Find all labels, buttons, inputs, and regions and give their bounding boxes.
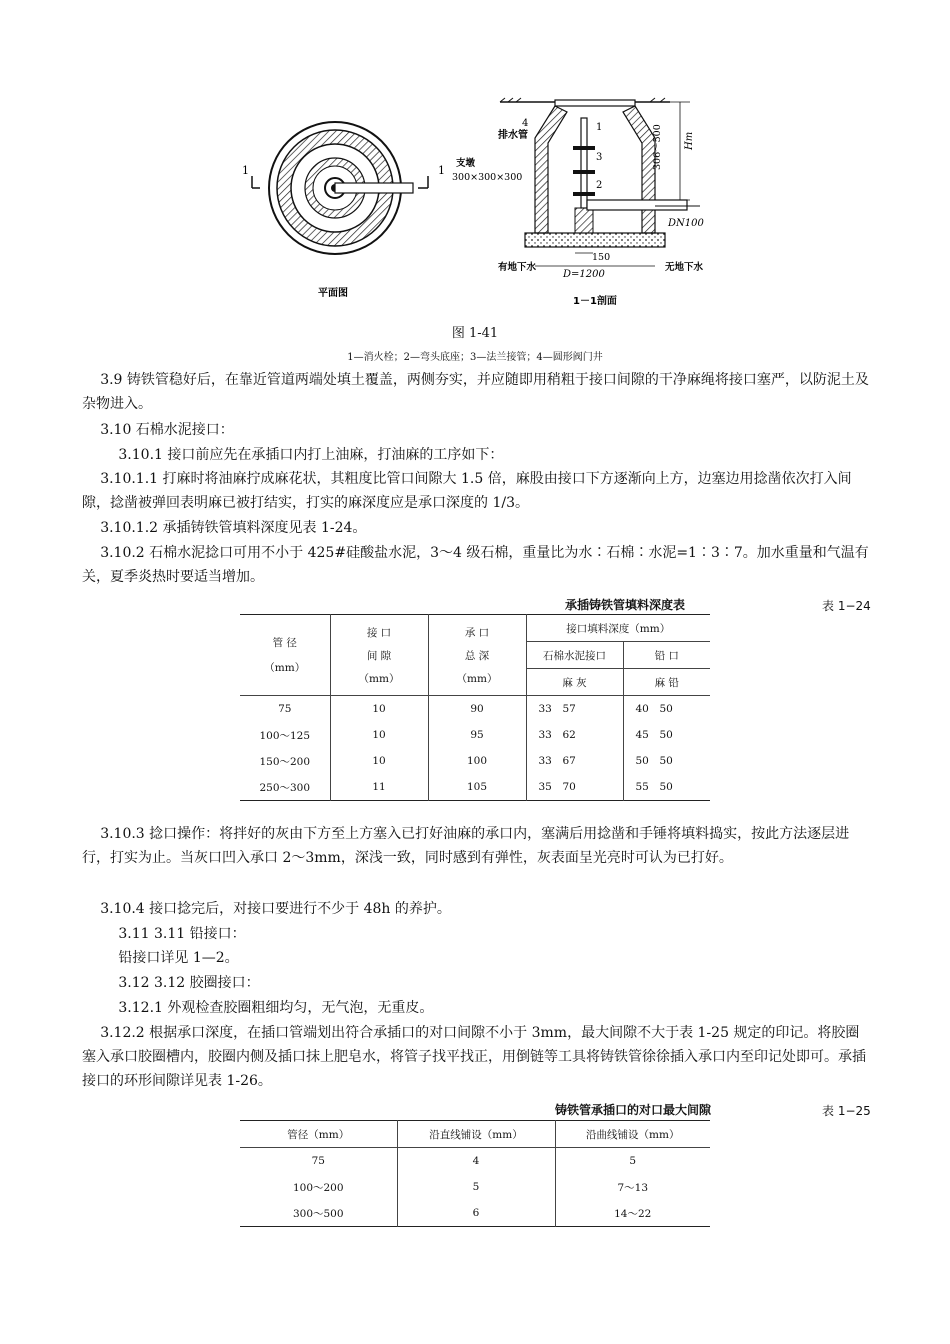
table-row: 75 10 90 33 57 40 50 xyxy=(240,696,710,723)
header-asbestos-sub: 麻 灰 xyxy=(526,669,623,696)
paragraph-3-12-2: 3.12.2 根据承口深度，在插口管端划出符合承插口的对口间隙不小于 3mm，最大间隙不大于表 1-25 规定的印记。将胶圈塞入承口胶圈槽内，胶圈内侧及插口抹上肥皂水，将管子找平找正，用倒链等工具将铸铁管徐徐插入承口内至印记处即可。承插接口的环形间隙详见表 1-26。 xyxy=(82,1025,866,1089)
paragraph-3-10-1-1: 3.10.1.1 打麻时将油麻拧成麻花状，其粗度比管口间隙大 1.5 倍，麻股由接口下方逐渐向上方，边塞边用捻凿依次打入间隙，捻凿被弹回表明麻已被打结实，打实的麻深度应是承口深度的 1/3。 xyxy=(82,471,852,511)
header-curve: 沿曲线铺设（mm） xyxy=(555,1121,710,1148)
section-view-label: 1－1剖面 xyxy=(573,296,617,307)
section-mark-right: 1 xyxy=(438,164,445,177)
paragraph-3-10-4: 3.10.4 接口捻完后，对接口要进行不少于 48h 的养护。 xyxy=(100,901,451,917)
hm-label: Hm xyxy=(684,131,695,150)
figure-title: 图 1-41 xyxy=(451,326,499,341)
header-socket-depth: 承 口 总 深 （mm） xyxy=(428,615,526,696)
header-fill-depth: 接口填料深度（mm） xyxy=(526,615,710,642)
callout-4: 4 xyxy=(522,118,529,129)
table-1-25-number: 表 1−25 xyxy=(822,1104,871,1118)
paragraph-3-10-1-2: 3.10.1.2 承插铸铁管填料深度见表 1-24。 xyxy=(100,520,367,536)
table-row: 75 4 5 xyxy=(240,1148,710,1175)
callout-3: 3 xyxy=(596,152,603,163)
table-1-25-caption: 铸铁管承插口的对口最大间隙 xyxy=(555,1103,712,1117)
paragraph-3-11: 3.11 3.11 铅接口： xyxy=(118,926,246,942)
table-1-24 xyxy=(240,614,710,801)
header-lead-sub: 麻 铅 xyxy=(623,669,710,696)
section-mark-left: 1 xyxy=(242,164,249,177)
valve-well-drawing xyxy=(230,88,720,318)
callout-2: 2 xyxy=(596,180,603,191)
depth-dim-label: 306～500 xyxy=(652,124,663,170)
paragraph-3-10-3: 3.10.3 捻口操作：将拌好的灰由下方至上方塞入已打好油麻的承口内，塞满后用捻凿和手锤将填料捣实，按此方法逐层进行，打实为止。当灰口凹入承口 2～3mm，深浅一致，同时感到有弹性，灰表面呈光亮时可认为已打好。 xyxy=(82,826,850,866)
paragraph-3-9: 3.9 铸铁管稳好后，在靠近管道两端处填土覆盖，两侧夯实，并应随即用稍粗于接口间隙的干净麻绳将接口塞严，以防泥土及杂物进入。 xyxy=(82,372,869,412)
table-row: 100～200 5 7～13 xyxy=(240,1174,710,1200)
figure-1-41 xyxy=(230,88,720,318)
figure-legend: 1—消火栓；2—弯头底座；3—法兰接管；4—圆形阀门井 xyxy=(347,352,603,363)
table-row: 300～500 6 14～22 xyxy=(240,1200,710,1227)
header-diameter: 管径（mm） xyxy=(240,1121,397,1148)
callout-1: 1 xyxy=(596,122,603,133)
table-1-24-number: 表 1−24 xyxy=(822,599,871,613)
paragraph-3-10-2: 3.10.2 石棉水泥捻口可用不小于 425#硅酸盐水泥，3～4 级石棉，重量比为水∶石棉∶水泥=1∶3∶7。加水重量和气温有关，夏季炎热时要适当增加。 xyxy=(82,545,869,585)
header-gap: 接 口 间 隙 （mm） xyxy=(330,615,428,696)
with-groundwater-label: 有地下水 xyxy=(498,262,537,273)
header-asbestos-cement: 石棉水泥接口 xyxy=(526,642,623,669)
paragraph-3-12: 3.12 3.12 胶圈接口： xyxy=(118,975,260,991)
header-lead: 铅 口 xyxy=(623,642,710,669)
paragraph-3-10-1: 3.10.1 接口前应先在承插口内打上油麻，打油麻的工序如下： xyxy=(118,447,504,463)
no-groundwater-label: 无地下水 xyxy=(665,262,704,273)
table-row: 100～125 10 95 33 62 45 50 xyxy=(240,722,710,748)
plan-view xyxy=(242,122,445,299)
paragraph-3-12-1: 3.12.1 外观检查胶圈粗细均匀，无气泡，无重皮。 xyxy=(118,1000,434,1016)
header-straight: 沿直线铺设（mm） xyxy=(397,1121,555,1148)
header-diameter: 管 径 （mm） xyxy=(240,615,330,696)
paragraph-lead-joint: 铅接口详见 1—2。 xyxy=(118,950,239,966)
dim-150-label: 150 xyxy=(592,252,611,263)
section-view xyxy=(452,98,704,307)
table-1-25 xyxy=(240,1120,710,1227)
table-row: 150～200 10 100 33 67 50 50 xyxy=(240,748,710,774)
drain-pipe-label: 排水管 xyxy=(498,130,528,141)
paragraph-3-10: 3.10 石棉水泥接口： xyxy=(100,422,234,438)
support-label: 支墩 xyxy=(456,158,476,169)
table-1-24-caption: 承插铸铁管填料深度表 xyxy=(565,598,686,612)
table-row: 250～300 11 105 35 70 55 50 xyxy=(240,774,710,801)
plan-view-label: 平面图 xyxy=(318,288,348,299)
support-size-label: 300×300×300 xyxy=(452,172,523,183)
dn-label: DN100 xyxy=(668,218,704,229)
diameter-label: D=1200 xyxy=(563,269,605,280)
